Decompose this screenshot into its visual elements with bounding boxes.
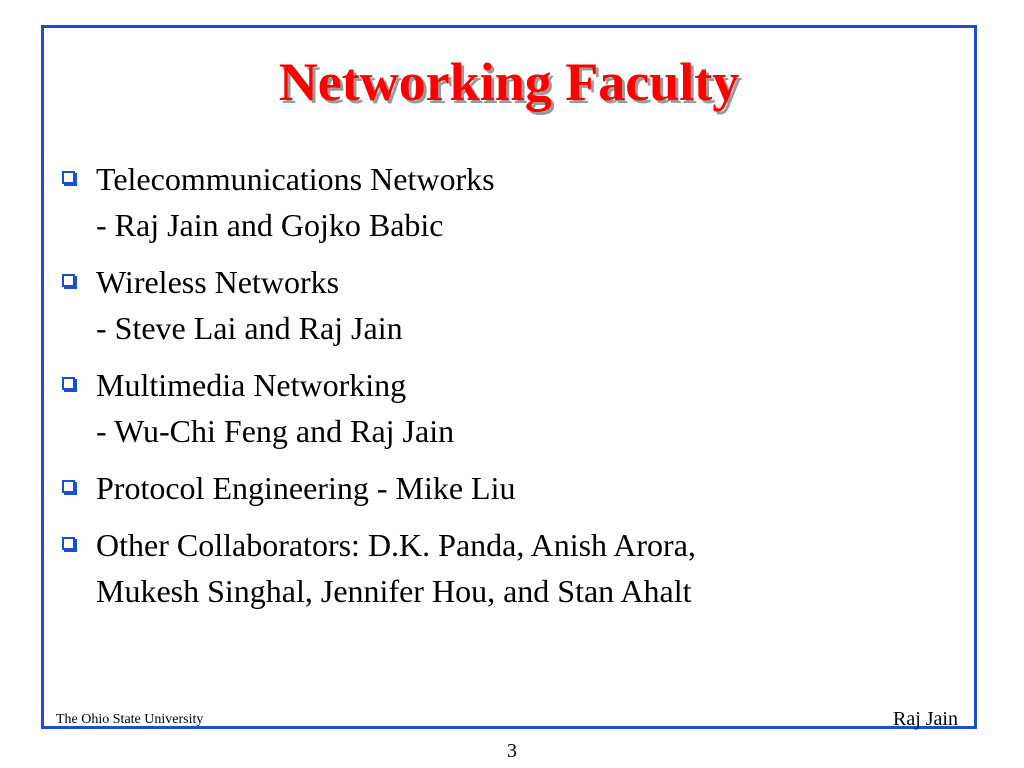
square-bullet-icon <box>62 377 75 390</box>
bullet-faculty: - Raj Jain and Gojko Babic <box>96 207 444 243</box>
bullet-item-collaborators <box>56 522 956 614</box>
square-bullet-icon <box>62 480 75 493</box>
bullet-faculty: - Steve Lai and Raj Jain <box>96 310 403 346</box>
bullet-faculty: - Wu-Chi Feng and Raj Jain <box>96 413 455 449</box>
bullet-item-multimedia <box>56 362 956 454</box>
slide-frame <box>41 25 977 729</box>
bullet-topic: Wireless Networks <box>96 264 340 300</box>
bullet-topic: Multimedia Networking <box>96 367 407 403</box>
square-bullet-icon <box>62 274 75 287</box>
bullet-continuation: Mukesh Singhal, Jennifer Hou, and Stan Ahalt <box>96 573 692 609</box>
bullet-list <box>56 156 956 625</box>
footer-institution: The Ohio State University <box>56 712 204 727</box>
footer-author: Raj Jain <box>893 708 958 730</box>
bullet-item-wireless <box>56 259 956 351</box>
square-bullet-icon <box>62 171 75 184</box>
bullet-item-telecommunications <box>56 156 956 248</box>
square-bullet-icon <box>62 537 75 550</box>
bullet-topic: Protocol Engineering - Mike Liu <box>96 470 516 506</box>
bullet-item-protocol-engineering <box>56 465 956 511</box>
page-number: 3 <box>507 740 517 762</box>
bullet-topic: Telecommunications Networks <box>96 161 495 197</box>
bullet-topic: Other Collaborators: D.K. Panda, Anish Arora, <box>96 527 696 563</box>
slide-title: Networking Faculty <box>278 52 740 112</box>
